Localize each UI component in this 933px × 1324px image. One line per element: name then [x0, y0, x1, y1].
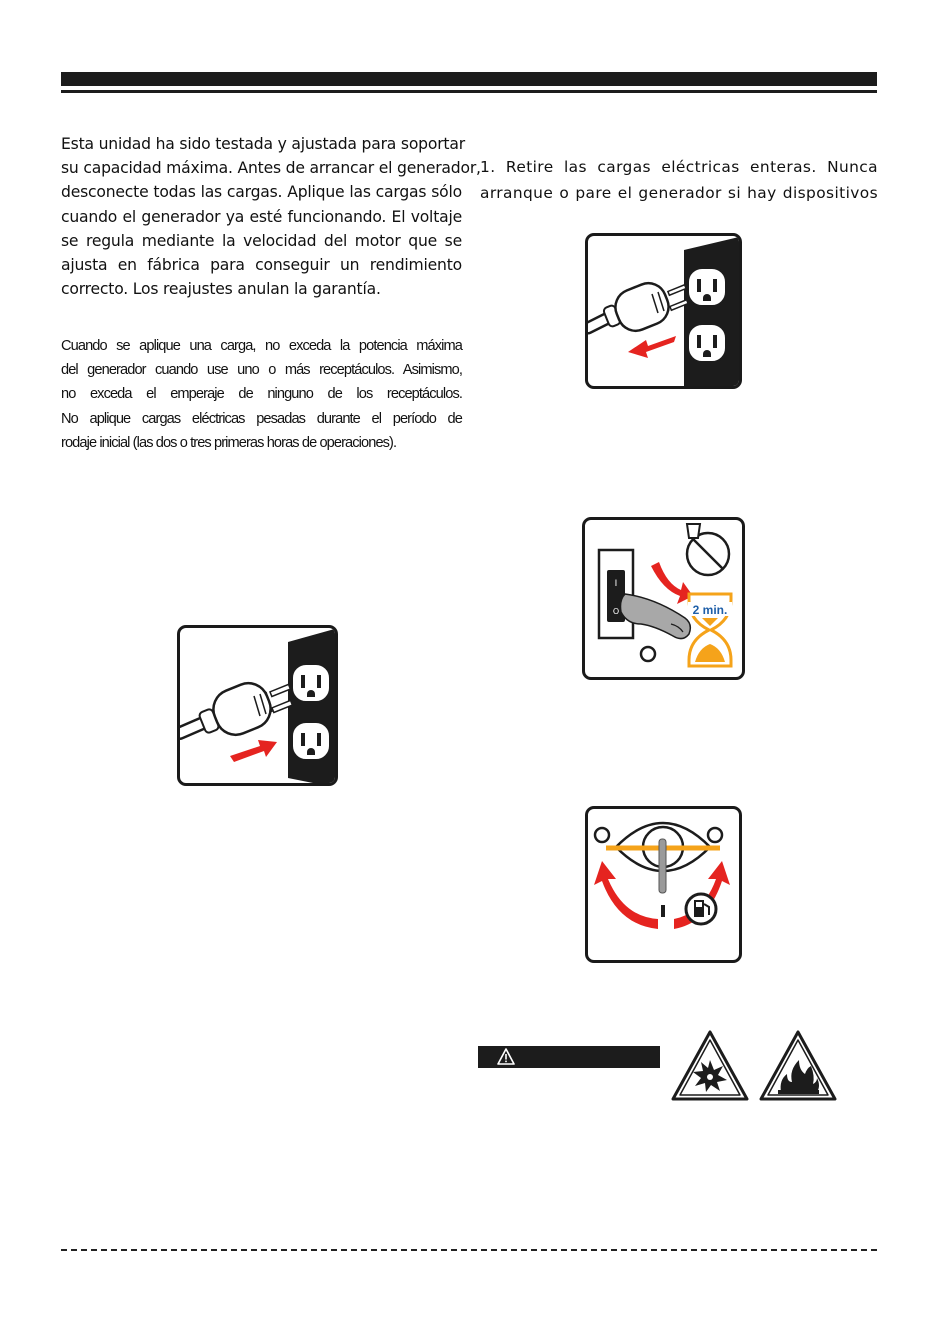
left-off-indicator-icon	[595, 828, 609, 842]
warning-label	[478, 1046, 660, 1068]
no-symbol-icon	[687, 524, 729, 575]
step-1-line: 1. Retire las cargas eléctricas enteras. Nunca	[480, 158, 878, 176]
header-rule	[61, 90, 877, 93]
unplug-figure	[585, 233, 742, 389]
pull-arrow-icon	[628, 336, 676, 358]
explosion-hazard-icon	[671, 1030, 749, 1102]
curved-arrow-icon	[651, 562, 693, 604]
warning-triangle-icon	[497, 1048, 515, 1065]
caution-line: rodaje inicial (las dos o tres primeras horas de operaciones).	[61, 434, 397, 451]
intro-line: se regula mediante la velocidad del motor que se	[61, 231, 462, 250]
fuel-valve-figure	[585, 806, 742, 963]
intro-line: su capacidad máxima. Antes de arrancar el generador,	[61, 159, 481, 178]
fuel-valve-illustration	[588, 809, 739, 960]
timer-label: 2 min.	[692, 603, 728, 617]
caution-line: Cuando se aplique una carga, no exceda la potencia máxima	[61, 338, 462, 354]
fire-hazard-icon	[759, 1030, 837, 1102]
fuel-pump-icon	[686, 894, 716, 924]
intro-line: cuando el generador ya esté funcionando. El voltaje	[61, 207, 462, 226]
intro-line: Esta unidad ha sido testada y ajustada para soportar	[61, 135, 465, 153]
plug-icon	[180, 677, 292, 741]
caution-paragraph	[61, 334, 462, 455]
step-1-text	[480, 154, 878, 206]
caution-line: del generador cuando use uno o más receptáculos. Asimismo,	[61, 362, 462, 379]
intro-line: desconecte todas las cargas. Aplique las cargas sólo	[61, 183, 462, 202]
caution-line: No aplique cargas eléctricas pesadas durante el período de	[61, 410, 462, 427]
intro-paragraph	[61, 132, 481, 301]
intro-line: correcto. Los reajustes anulan la garantía.	[61, 280, 381, 299]
caution-line: no exceda el emperaje de ninguno de los receptáculos.	[61, 386, 462, 403]
header-bar	[61, 72, 877, 86]
unplug-illustration	[588, 236, 739, 386]
step-1-line: arranque o pare el generador si hay dispositivos	[480, 184, 878, 202]
left-rotate-arrow-icon	[594, 861, 658, 929]
plug-icon	[588, 278, 688, 336]
valve-lever	[659, 839, 666, 893]
footer-divider	[61, 1249, 877, 1251]
switch-off-mark: O	[612, 607, 620, 616]
switch-off-figure	[582, 517, 745, 680]
switch-off-illustration	[585, 520, 742, 677]
intro-line: ajusta en fábrica para conseguir un rendimiento	[61, 256, 462, 275]
right-off-indicator-icon	[708, 828, 722, 842]
push-arrow-icon	[230, 740, 277, 762]
plug-in-figure	[177, 625, 338, 786]
hourglass-icon	[688, 594, 732, 666]
plug-in-illustration	[180, 628, 335, 783]
off-indicator-icon	[641, 647, 655, 661]
switch-on-mark: I	[614, 579, 618, 589]
